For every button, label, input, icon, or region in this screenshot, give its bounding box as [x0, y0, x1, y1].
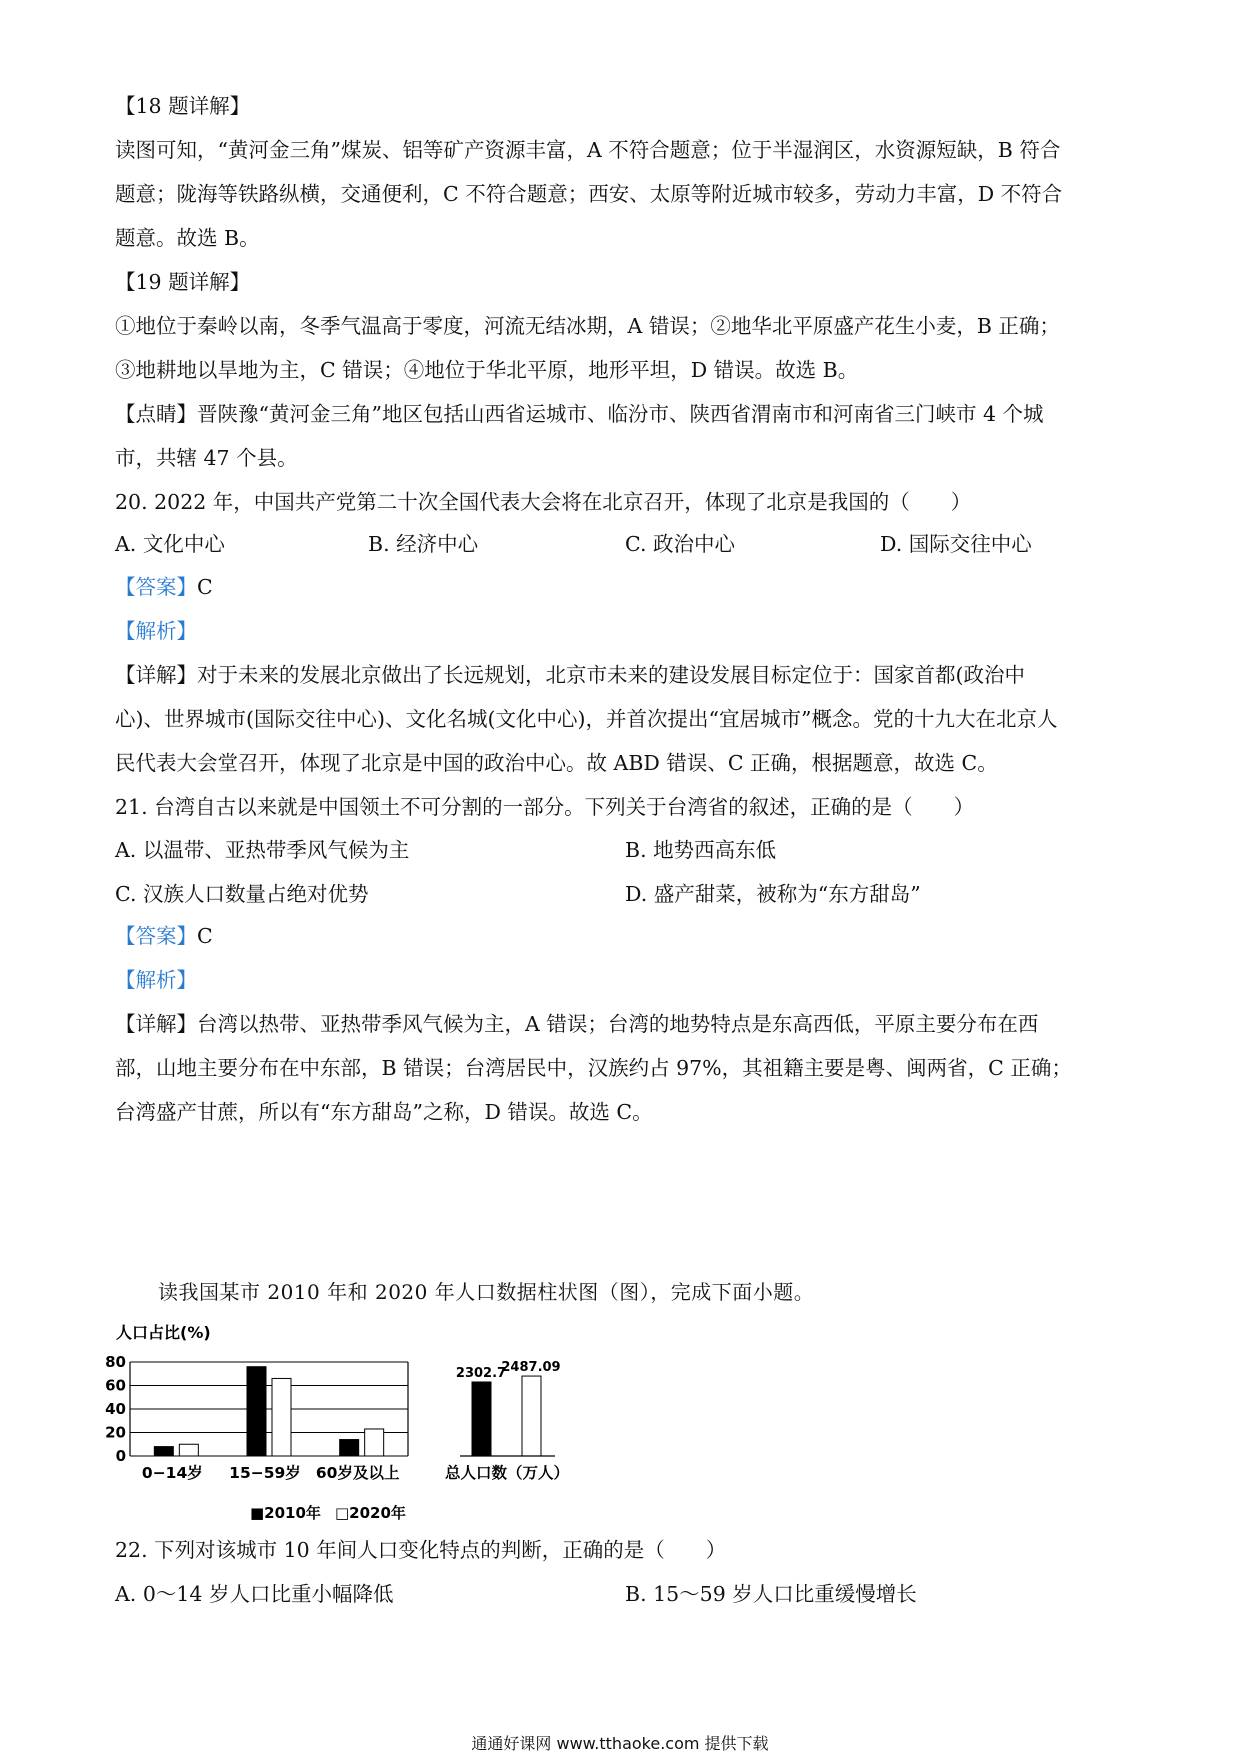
total-bar — [522, 1376, 541, 1456]
y-tick-label: 40 — [105, 1400, 126, 1418]
bar — [340, 1440, 359, 1456]
bar — [272, 1378, 291, 1456]
q21-detail-line: 【详解】台湾以热带、亚热带季风气候为主，A 错误；台湾的地势特点是东高西低，平原主要分布在西 — [115, 1012, 1039, 1036]
q20-option-b: B. 经济中心 — [368, 532, 479, 556]
q21-option-c: C. 汉族人口数量占绝对优势 — [115, 882, 369, 906]
q21-answer — [115, 922, 213, 950]
q20-option-a: A. 文化中心 — [115, 532, 225, 556]
y-tick-label: 20 — [105, 1423, 126, 1442]
q20-answer — [115, 573, 213, 601]
q21-analysis-label: 【解析】 — [115, 968, 197, 992]
legend-entry: ■2010年 — [250, 1504, 321, 1522]
q21-option-d: D. 盛产甜菜，被称为“东方甜岛” — [625, 882, 921, 906]
answer-value: C — [197, 924, 213, 948]
q20-detail-line: 【详解】对于未来的发展北京做出了长远规划，北京市未来的建设发展目标定位于：国家首都(政治中 — [115, 663, 1025, 687]
bar — [365, 1429, 384, 1456]
q22-option-a: A. 0～14 岁人口比重小幅降低 — [115, 1582, 394, 1606]
q20-option-d: D. 国际交往中心 — [880, 532, 1032, 556]
q19-text-line: ①地位于秦岭以南，冬季气温高于零度，河流无结冰期，A 错误；②地华北平原盛产花生小麦，B 正确； — [115, 314, 1060, 338]
chart-intro: 读我国某市 2010 年和 2020 年人口数据柱状图（图），完成下面小题。 — [158, 1280, 815, 1304]
bar — [179, 1444, 198, 1456]
q21-question: 21. 台湾自古以来就是中国领土不可分割的一部分。下列关于台湾省的叙述，正确的是（ ） — [115, 795, 975, 819]
q18-header: 【18 题详解】 — [115, 94, 251, 118]
x-tick-label: 总人口数（万人） — [444, 1464, 570, 1482]
q21-option-b: B. 地势西高东低 — [625, 838, 777, 862]
y-tick-label: 0 — [115, 1447, 126, 1465]
footer-watermark: 通通好课网 www.tthaoke.com 提供下载 — [471, 1734, 769, 1753]
q20-analysis-label: 【解析】 — [115, 619, 197, 643]
dianjing-line: 【点睛】晋陕豫“黄河金三角”地区包括山西省运城市、临汾市、陕西省渭南市和河南省三门峡市 4 个城 — [115, 402, 1044, 426]
q21-detail-line: 部，山地主要分布在中东部，B 错误；台湾居民中，汉族约占 97%，其祖籍主要是粤、闽两省，C 正确； — [115, 1056, 1072, 1080]
answer-label: 【答案】 — [115, 924, 197, 948]
q21-detail-line: 台湾盛产甘蔗，所以有“东方甜岛”之称，D 错误。故选 C。 — [115, 1100, 653, 1124]
q20-detail-line: 民代表大会堂召开，体现了北京是中国的政治中心。故 ABD 错误、C 正确，根据题意，故选 C。 — [115, 751, 998, 775]
q22-question: 22. 下列对该城市 10 年间人口变化特点的判断，正确的是（ ） — [115, 1538, 727, 1562]
x-tick-label: 60岁及以上 — [315, 1464, 400, 1482]
answer-label: 【答案】 — [115, 575, 197, 599]
bar — [247, 1367, 266, 1456]
legend-entry: □2020年 — [335, 1504, 406, 1522]
dianjing-line: 市，共辖 47 个县。 — [115, 446, 298, 470]
population-bar-chart — [105, 1318, 610, 1528]
q22-option-b: B. 15～59 岁人口比重缓慢增长 — [625, 1582, 917, 1606]
data-label: 2487.09 — [501, 1360, 561, 1376]
total-bar — [472, 1382, 491, 1456]
x-tick-label: 15−59岁 — [229, 1464, 301, 1482]
y-axis-label: 人口占比(%) — [116, 1323, 211, 1342]
q19-text-line: ③地耕地以旱地为主，C 错误；④地位于华北平原，地形平坦，D 错误。故选 B。 — [115, 358, 859, 382]
q18-text-line: 题意；陇海等铁路纵横，交通便利，C 不符合题意；西安、太原等附近城市较多，劳动力丰富，D 不符合 — [115, 182, 1063, 206]
q21-option-a: A. 以温带、亚热带季风气候为主 — [115, 838, 410, 862]
q20-question: 20. 2022 年，中国共产党第二十次全国代表大会将在北京召开，体现了北京是我国的（ ） — [115, 490, 972, 514]
y-tick-label: 80 — [105, 1353, 126, 1371]
bar — [154, 1447, 173, 1456]
q20-option-c: C. 政治中心 — [625, 532, 735, 556]
q18-text-line: 读图可知，“黄河金三角”煤炭、铝等矿产资源丰富，A 不符合题意；位于半湿润区，水资源短缺，B 符合 — [115, 138, 1061, 162]
data-label: 2302.7 — [455, 1365, 507, 1381]
q18-text-line: 题意。故选 B。 — [115, 226, 260, 250]
answer-value: C — [197, 575, 213, 599]
q19-header: 【19 题详解】 — [115, 270, 251, 294]
x-tick-label: 0−14岁 — [141, 1464, 203, 1482]
y-tick-label: 60 — [105, 1376, 126, 1395]
q20-detail-line: 心)、世界城市(国际交往中心)、文化名城(文化中心)，并首次提出“宜居城市”概念。党的十九大在北京人 — [115, 707, 1058, 731]
